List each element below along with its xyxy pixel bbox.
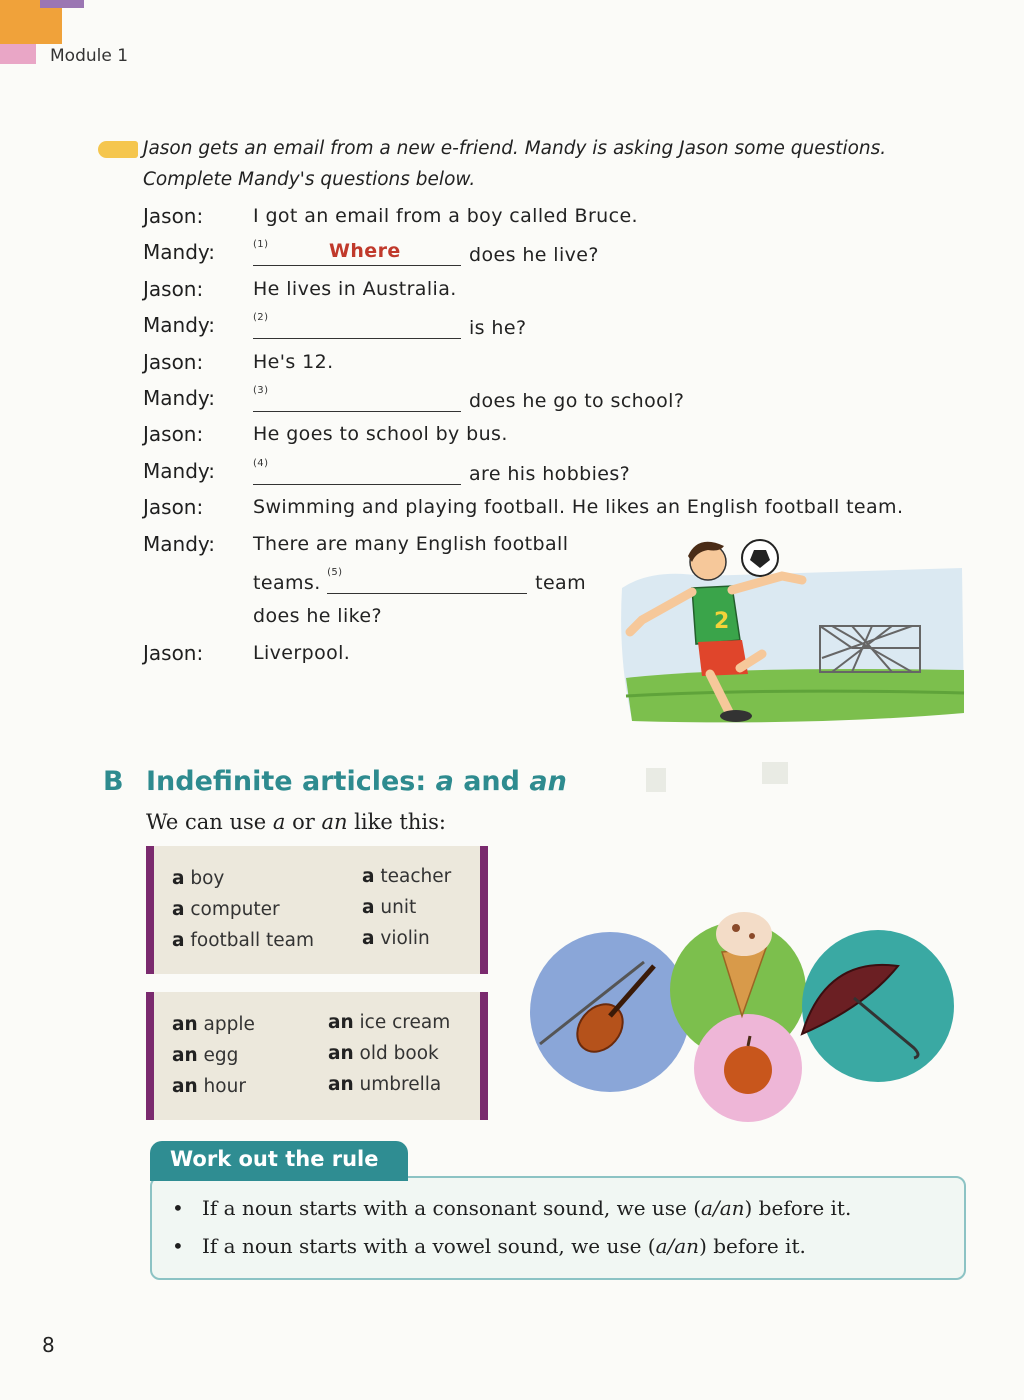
dialogue-line: He's 12. — [253, 351, 334, 373]
blank-number: (1) — [253, 239, 269, 250]
corner-decoration-pink — [0, 44, 36, 64]
speaker-label: Jason: — [143, 204, 204, 228]
decorative-square — [762, 762, 788, 784]
instruction-line: Jason gets an email from a new e-friend. Mandy is asking Jason some questions. — [143, 138, 887, 159]
article-an-box — [146, 992, 488, 1120]
dialogue-line: There are many English football — [253, 533, 569, 555]
example-a-football-team: a football team — [172, 930, 315, 951]
decorative-square — [646, 768, 666, 792]
example-a-boy: a boy — [172, 868, 225, 889]
example-an-ice-cream: an ice cream — [328, 1012, 451, 1033]
rule-item: • If a noun starts with a vowel sound, we use (a/an) before it. — [172, 1234, 806, 1258]
dialogue-line: Swimming and playing football. He likes an English football team. — [253, 496, 904, 518]
title-text: and — [453, 766, 530, 797]
question-head: teams. — [253, 572, 321, 594]
speaker-label: Mandy: — [143, 532, 216, 556]
speaker-label: Mandy: — [143, 386, 216, 410]
speaker-label: Jason: — [143, 495, 204, 519]
question-tail: does he live? — [469, 244, 599, 266]
title-article-a: a — [435, 766, 454, 797]
intro-text: like this: — [347, 810, 446, 834]
title-article-an: an — [529, 766, 567, 797]
blank-answer: Where — [329, 240, 401, 262]
dialogue-line — [253, 387, 684, 412]
intro-article-an: an — [321, 810, 348, 834]
question-tail: does he go to school? — [469, 390, 685, 412]
dialogue-line — [253, 314, 526, 339]
instruction-marker — [98, 141, 138, 158]
blank-number: (3) — [253, 385, 269, 396]
speaker-label: Mandy: — [143, 313, 216, 337]
intro-text: or — [285, 810, 322, 834]
rule-title: Work out the rule — [170, 1147, 379, 1171]
dialogue-line — [253, 460, 630, 485]
example-an-umbrella: an umbrella — [328, 1074, 442, 1095]
section-intro — [146, 810, 446, 834]
rule-choice: a/an — [701, 1196, 745, 1220]
module-label: Module 1 — [50, 46, 129, 66]
example-a-unit: a unit — [362, 897, 417, 918]
rule-box — [150, 1176, 966, 1280]
svg-text:2: 2 — [714, 609, 730, 634]
dialogue-line — [253, 241, 599, 266]
section-letter: B — [103, 766, 124, 797]
example-a-teacher: a teacher — [362, 866, 452, 887]
example-an-apple: an apple — [172, 1014, 255, 1035]
title-text: Indefinite articles: — [146, 766, 436, 797]
bullet-icon: • — [172, 1196, 184, 1220]
answer-blank-3[interactable] — [253, 387, 461, 412]
page-number: 8 — [42, 1333, 55, 1357]
blank-number: (2) — [253, 312, 269, 323]
speaker-label: Jason: — [143, 350, 204, 374]
dialogue-line — [253, 569, 586, 594]
question-tail: are his hobbies? — [469, 463, 631, 485]
article-a-box — [146, 846, 488, 974]
example-an-old-book: an old book — [328, 1043, 439, 1064]
intro-text: We can use — [146, 810, 273, 834]
speaker-label: Mandy: — [143, 240, 216, 264]
answer-blank-4[interactable] — [253, 460, 461, 485]
answer-blank-2[interactable] — [253, 314, 461, 339]
intro-article-a: a — [272, 810, 286, 834]
answer-blank-1[interactable] — [253, 241, 461, 266]
dialogue-line: I got an email from a boy called Bruce. — [253, 205, 638, 227]
answer-blank-5[interactable] — [327, 569, 527, 594]
dialogue-line: He goes to school by bus. — [253, 423, 508, 445]
bullet-icon: • — [172, 1234, 184, 1258]
example-an-egg: an egg — [172, 1045, 239, 1066]
question-tail: is he? — [469, 317, 527, 339]
question-tail: team — [535, 572, 586, 594]
exercise-instructions — [143, 133, 886, 195]
dialogue-line: He lives in Australia. — [253, 278, 457, 300]
speaker-label: Mandy: — [143, 459, 216, 483]
section-title — [146, 766, 567, 797]
example-an-hour: an hour — [172, 1076, 246, 1097]
dialogue-line: Liverpool. — [253, 642, 351, 664]
rule-item: • If a noun starts with a consonant sound, we use (a/an) before it. — [172, 1196, 852, 1220]
speaker-label: Jason: — [143, 641, 204, 665]
rule-choice: a/an — [655, 1234, 700, 1258]
dialogue-line: does he like? — [253, 605, 382, 627]
objects-illustration — [526, 886, 956, 1122]
speaker-label: Jason: — [143, 422, 204, 446]
blank-number: (5) — [327, 567, 343, 578]
example-a-violin: a violin — [362, 928, 430, 949]
blank-number: (4) — [253, 458, 269, 469]
instruction-line: Complete Mandy's questions below. — [143, 169, 476, 190]
example-a-computer: a computer — [172, 899, 280, 920]
corner-decoration-purple — [40, 0, 84, 8]
football-player-illustration — [612, 528, 970, 726]
speaker-label: Jason: — [143, 277, 204, 301]
